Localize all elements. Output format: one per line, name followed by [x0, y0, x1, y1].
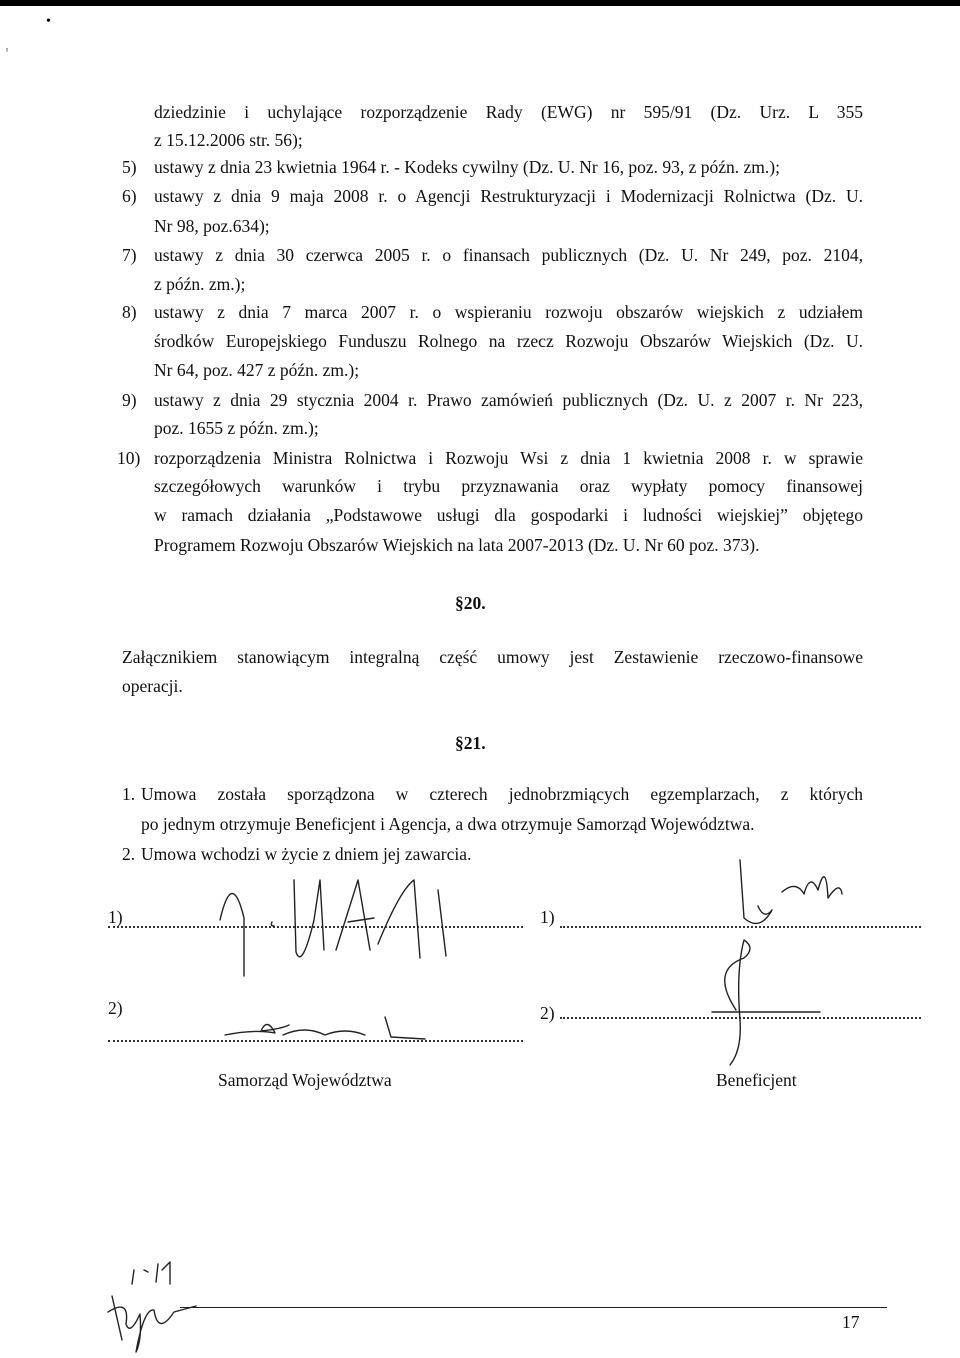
list-item-8-line-3: Nr 64, poz. 427 z późn. zm.); — [154, 360, 360, 380]
margin-mark: ᶦ — [6, 44, 8, 58]
list-item-10-line-3: w ramach działania „Podstawowe usługi dla gospodarki i ludności wiejskiej” objętego — [154, 505, 863, 525]
list-item-6-line-1: ustawy z dnia 9 maja 2008 r. o Agencji Restrukturyzacji i Modernizacji Rolnictwa (Dz. U. — [154, 186, 863, 206]
list-item-4-line-2: z 15.12.2006 str. 56); — [154, 130, 303, 150]
list-item-10-line-4: Programem Rozwoju Obszarów Wiejskich na lata 2007-2013 (Dz. U. Nr 60 poz. 373). — [154, 535, 760, 555]
corner-mark: • — [46, 14, 51, 29]
list-item-9-line-1: ustawy z dnia 29 stycznia 2004 r. Prawo zamówień publicznych (Dz. U. z 2007 r. Nr 223, — [154, 390, 863, 410]
list-item-7-line-2: z późn. zm.); — [154, 274, 246, 294]
left-signature-2-scribble — [215, 1005, 445, 1050]
left-signature-1-scribble — [210, 860, 480, 980]
page-number: 17 — [842, 1312, 860, 1332]
left-signature-1-number: 1) — [108, 907, 123, 927]
footer-rule — [180, 1307, 887, 1308]
list-item-number: 8) — [122, 302, 137, 322]
right-signature-scribble — [700, 840, 860, 1070]
left-signature-2-number: 2) — [108, 998, 123, 1018]
list-item-10-line-2: szczegółowych warunków i trybu przyznawania oraz wypłaty pomocy finansowej — [154, 476, 863, 496]
section-21-heading: §21. — [455, 733, 486, 753]
section-21-point-1-line-2: po jednym otrzymuje Beneficjent i Agencja, a dwa otrzymuje Samorząd Województwa. — [141, 814, 755, 834]
list-item-10-line-1: rozporządzenia Ministra Rolnictwa i Rozwoju Wsi z dnia 1 kwietnia 2008 r. w sprawie — [154, 448, 863, 468]
section-20-heading: §20. — [455, 593, 486, 613]
list-item-5: ustawy z dnia 23 kwietnia 1964 r. - Kodeks cywilny (Dz. U. Nr 16, poz. 93, z późn. zm.); — [154, 157, 780, 177]
right-signature-2-number: 2) — [540, 1003, 555, 1023]
list-item-9-line-2: poz. 1655 z późn. zm.); — [154, 418, 319, 438]
section-20-line-2: operacji. — [122, 676, 183, 696]
right-signature-1-number: 1) — [540, 907, 555, 927]
top-edge-bar — [0, 0, 960, 6]
list-item-8-line-2: środków Europejskiego Funduszu Rolnego na rzecz Rozwoju Obszarów Wiejskich (Dz. U. — [154, 331, 863, 351]
left-signature-caption: Samorząd Województwa — [218, 1070, 392, 1090]
section-21-point-number: 1. — [122, 784, 136, 804]
list-item-number: 9) — [122, 390, 137, 410]
list-item-number: 6) — [122, 186, 137, 206]
list-item-number: 7) — [122, 245, 137, 265]
list-item-number: 10) — [117, 448, 141, 468]
section-21-point-2-line-1: Umowa wchodzi w życie z dniem jej zawarcia. — [141, 844, 472, 864]
list-item-8-line-1: ustawy z dnia 7 marca 2007 r. o wspieraniu rozwoju obszarów wiejskich z udziałem — [154, 302, 863, 322]
list-item-7-line-1: ustawy z dnia 30 czerwca 2005 r. o finansach publicznych (Dz. U. Nr 249, poz. 2104, — [154, 245, 863, 265]
list-item-number: 5) — [122, 157, 137, 177]
list-item-4-line-1: dziedzinie i uchylające rozporządzenie Rady (EWG) nr 595/91 (Dz. Urz. L 355 — [154, 102, 863, 122]
right-signature-caption: Beneficjent — [716, 1070, 797, 1090]
initials-scribble — [100, 1240, 210, 1355]
section-21-point-number: 2. — [122, 844, 136, 864]
section-20-line-1: Załącznikiem stanowiącym integralną część umowy jest Zestawienie rzeczowo-finansowe — [122, 647, 863, 667]
list-item-6-line-2: Nr 98, poz.634); — [154, 216, 270, 236]
section-21-point-1-line-1: Umowa została sporządzona w czterech jednobrzmiących egzemplarzach, z których — [141, 784, 863, 804]
